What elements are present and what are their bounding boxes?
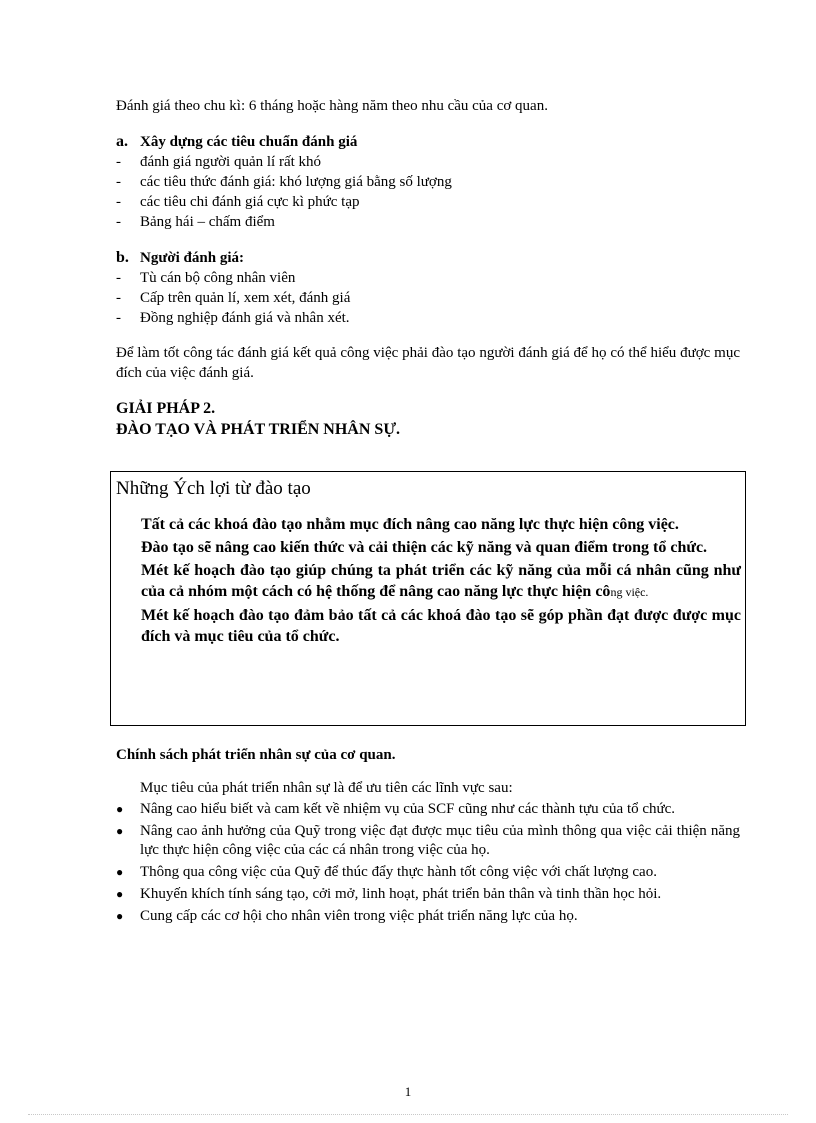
list-item-text: các tiêu chi đánh giá cực kì phức tạp (140, 194, 360, 210)
list-item-text: Mét kế hoạch đào tạo giúp chúng ta phát triển các kỹ năng của mỗi cá nhân cũng như của cả nhóm một cách có hệ thống để nâng cao năng lực thực hiện cô (141, 562, 741, 600)
dash-marker: - (116, 214, 121, 230)
benefits-list (116, 514, 741, 649)
section-a-title: Xây dựng các tiêu chuẩn đánh giá (140, 134, 358, 150)
list-item-text: Bảng hái – chấm điểm (140, 214, 275, 230)
closing-paragraph: Để làm tốt công tác đánh giá kết quả công việc phải đào tạo người đánh giá để họ có thể hiểu được mục đích của việc đánh giá. (116, 345, 740, 381)
list-item-text: Đồng nghiệp đánh giá và nhân xét. (140, 310, 350, 326)
bullet-dot-icon: ● (116, 909, 124, 923)
list-item (116, 212, 740, 232)
list-item-text: Cung cấp các cơ hội cho nhân viên trong việc phát triển năng lực của họ. (140, 908, 578, 924)
section-a-list (116, 152, 740, 232)
list-item-text: Mét kế hoạch đào tạo đảm bảo tất cả các khoá đào tạo sẽ góp phần đạt được được mục đích và mục tiêu của tổ chức. (141, 607, 741, 645)
list-item-text: Khuyến khích tính sáng tạo, cởi mở, linh hoạt, phát triển bản thân và tinh thần học hỏi. (140, 886, 662, 902)
page-number: 1 (404, 1084, 412, 1099)
section-a-heading (116, 132, 740, 152)
bullet-dot-icon: ● (116, 865, 124, 879)
list-item (116, 800, 740, 819)
box-bullet-icon (116, 560, 141, 603)
solution-heading (116, 398, 740, 440)
policy-intro: Mục tiêu của phát triển nhân sự là để ưu tiên các lĩnh vực sau: (140, 780, 513, 796)
list-item (116, 907, 740, 926)
list-item-text: Đào tạo sẽ nâng cao kiến thức và cải thiện các kỹ năng và quan điểm trong tổ chức. (141, 539, 708, 556)
list-item (116, 514, 741, 535)
list-item-text: Nâng cao ảnh hưởng của Quỹ trong việc đạt được mục tiêu của mình thông qua việc cải thiện năng lực thực hiện công việc của các cá nhân trong việc của họ. (140, 823, 740, 858)
list-item (116, 192, 740, 212)
list-item (116, 152, 740, 172)
dash-marker: - (116, 270, 121, 286)
bullet-dot-icon: ● (116, 802, 124, 816)
list-item (116, 288, 740, 308)
section-a-letter: a. (116, 133, 128, 150)
dash-marker: - (116, 290, 121, 306)
list-item-text: Tất cả các khoá đào tạo nhằm mục đích nâng cao năng lực thực hiện công việc. (141, 516, 679, 533)
box-bullet-icon (116, 514, 141, 535)
list-item-text: Thông qua công việc của Quỹ để thúc đẩy thực hành tốt công việc với chất lượng cao. (140, 864, 657, 880)
list-item (116, 172, 740, 192)
bullet-dot-icon: ● (116, 887, 124, 901)
section-b (116, 248, 740, 328)
section-b-heading (116, 248, 740, 268)
list-item-text-wrap (141, 560, 741, 603)
solution-heading-line1: GIẢI PHÁP 2. (116, 400, 216, 417)
footer-divider (28, 1114, 788, 1115)
list-item (116, 537, 741, 558)
box-bullet-icon (116, 537, 141, 558)
list-item (116, 605, 741, 647)
dash-marker: - (116, 174, 121, 190)
section-b-list (116, 268, 740, 328)
list-item (116, 560, 741, 603)
policy-title: Chính sách phát triển nhân sự của cơ quan. (116, 747, 396, 763)
list-item-text: Nâng cao hiểu biết và cam kết về nhiệm vụ của SCF cũng như các thành tựu của tổ chức. (140, 801, 676, 817)
policy-list (116, 800, 740, 929)
list-item (116, 863, 740, 882)
benefits-box-title: Những Ých lợi từ đào tạo (116, 478, 311, 499)
list-item-text-tail: ng việc. (610, 585, 649, 599)
dash-marker: - (116, 194, 121, 210)
list-item (116, 822, 740, 860)
list-item (116, 308, 740, 328)
list-item (116, 268, 740, 288)
dash-marker: - (116, 310, 121, 326)
dash-marker: - (116, 154, 121, 170)
list-item-text: các tiêu thức đánh giá: khó lượng giá bằng số lượng (140, 174, 452, 190)
list-item-text: Tù cán bộ công nhân viên (140, 270, 296, 286)
box-bullet-icon (116, 605, 141, 647)
list-item-text: đánh giá người quản lí rất khó (140, 154, 322, 170)
intro-line: Đánh giá theo chu kì: 6 tháng hoặc hàng năm theo nhu cầu của cơ quan. (116, 98, 548, 114)
benefits-box (110, 471, 746, 726)
solution-heading-line2: ĐÀO TẠO VÀ PHÁT TRIỂN NHÂN SỰ. (116, 421, 401, 438)
bullet-dot-icon: ● (116, 824, 124, 838)
section-b-letter: b. (116, 249, 129, 266)
section-b-title: Người đánh giá: (140, 250, 244, 266)
section-a (116, 132, 740, 232)
list-item-text: Cấp trên quản lí, xem xét, đánh giá (140, 290, 351, 306)
list-item (116, 885, 740, 904)
